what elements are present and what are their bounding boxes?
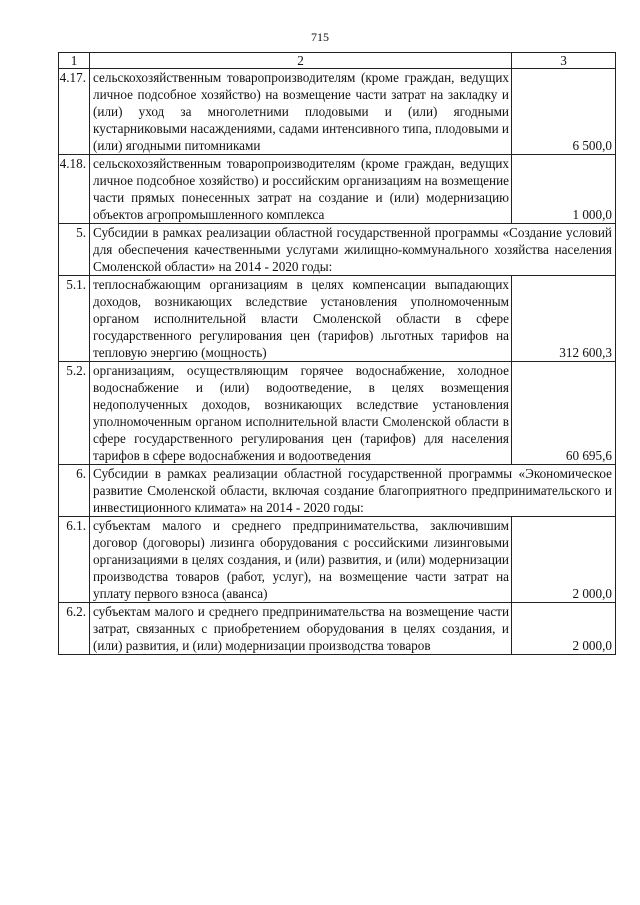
row-amount: 2 000,0 [512, 517, 616, 603]
row-amount: 6 500,0 [512, 69, 616, 155]
row-amount: 1 000,0 [512, 155, 616, 224]
table-row [59, 276, 616, 362]
row-text: сельскохозяйственным товаропроизводителям (кроме граждан, ведущих личное подсобное хозяйство) на возмещение части затрат на закладку и (или) уход за многолетними плодовыми и (или) ягодными кустарниковыми насаждениями, садами интенсивного типа, плодовыми и (или) ягодными питомниками [90, 69, 512, 155]
table-header-row [59, 53, 616, 69]
header-col-3: 3 [512, 53, 616, 69]
row-number: 5. [59, 224, 90, 276]
table-row [59, 155, 616, 224]
row-text: субъектам малого и среднего предпринимательства, заключившим договор (договоры) лизинга оборудования с российскими лизинговыми организациями в целях создания, и (или) развития, и (или) модернизации производства товаров (работ, услуг), на возмещение части затрат на уплату первого взноса (аванса) [90, 517, 512, 603]
row-number: 5.2. [59, 362, 90, 465]
header-col-1: 1 [59, 53, 90, 69]
section-text: Субсидии в рамках реализации областной государственной программы «Создание условий для обеспечения качественными услугами жилищно-коммунального хозяйства населения Смоленской области» на 2014 - 2020 годы: [90, 224, 616, 276]
section-row [59, 224, 616, 276]
table-row [59, 362, 616, 465]
budget-table [58, 52, 616, 655]
row-number: 6.1. [59, 517, 90, 603]
header-col-2: 2 [90, 53, 512, 69]
row-number: 5.1. [59, 276, 90, 362]
row-amount: 60 695,6 [512, 362, 616, 465]
section-text: Субсидии в рамках реализации областной государственной программы «Экономическое развитие Смоленской области, включая создание благоприятного предпринимательского и инвестиционного климата» на 2014 - 2020 годы: [90, 465, 616, 517]
row-text: организациям, осуществляющим горячее водоснабжение, холодное водоснабжение и (или) водоотведение, в целях возмещения недополученных доходов, возникающих вследствие установления уполномоченным органом исполнительной власти Смоленской области в сфере государственного регулирования цен (тарифов) для населения тарифов в сфере водоснабжения и водоотведения [90, 362, 512, 465]
page-number: 715 [311, 30, 329, 44]
table-row [59, 517, 616, 603]
row-amount: 312 600,3 [512, 276, 616, 362]
row-number: 4.18. [59, 155, 90, 224]
row-text: теплоснабжающим организациям в целях компенсации выпадающих доходов, возникающих вследствие установления уполномоченным органом исполнительной власти Смоленской области в сфере государственного регулирования цен (тарифов) льготных тарифов на тепловую энергию (мощность) [90, 276, 512, 362]
row-number: 6. [59, 465, 90, 517]
section-row [59, 465, 616, 517]
row-text: субъектам малого и среднего предпринимательства на возмещение части затрат, связанных с приобретением оборудования в целях создания, и (или) развития, и (или) модернизации производства товаров [90, 603, 512, 655]
row-text: сельскохозяйственным товаропроизводителям (кроме граждан, ведущих личное подсобное хозяйство) и российским организациям на возмещение части прямых понесенных затрат на создание и (или) модернизацию объектов агропромышленного комплекса [90, 155, 512, 224]
row-number: 6.2. [59, 603, 90, 655]
table-row [59, 603, 616, 655]
row-number: 4.17. [59, 69, 90, 155]
row-amount: 2 000,0 [512, 603, 616, 655]
table-row [59, 69, 616, 155]
